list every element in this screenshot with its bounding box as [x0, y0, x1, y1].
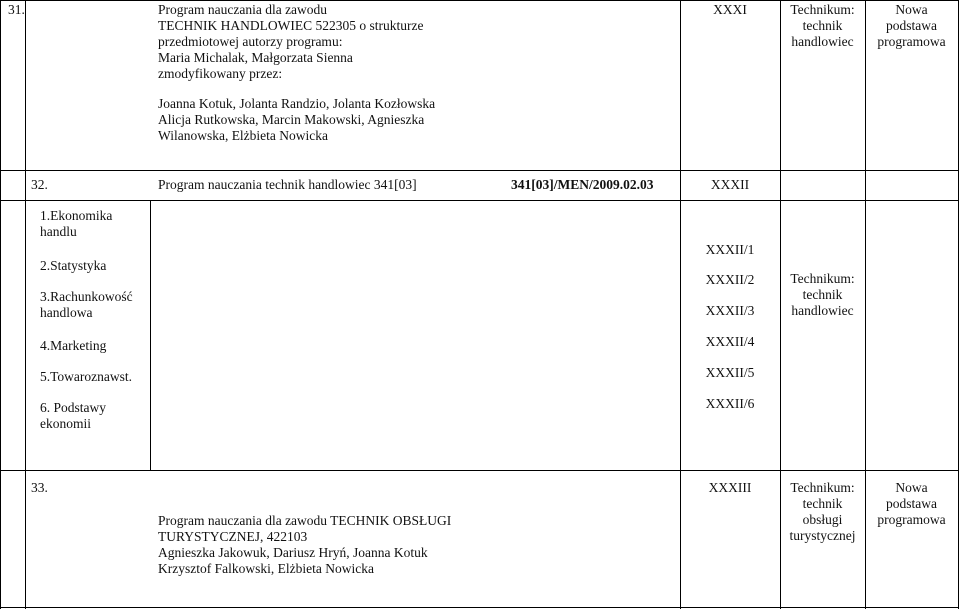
grid-line-number-col [25, 0, 26, 609]
program-type: Nowa podstawa programowa [877, 480, 946, 527]
row-number: 33. [31, 480, 48, 495]
school-type: Technikum: technik handlowiec [790, 271, 855, 318]
program-line: zmodyfikowany przez: [158, 66, 283, 81]
subject-item: 3.Rachunkowość handlowa [40, 289, 133, 320]
row-number: 32. [31, 177, 48, 192]
grid-line-row31-bottom [0, 170, 959, 171]
authors-line: Joanna Kotuk, Jolanta Randzio, Jolanta Kozłowska [158, 96, 436, 111]
grid-line-subject-col [150, 200, 151, 470]
program-line: Program nauczania dla zawodu [158, 2, 328, 17]
subject-item: 4.Marketing [40, 338, 107, 353]
program-line: Krzysztof Falkowski, Elżbieta Nowicka [158, 561, 374, 576]
grid-line-bottom [0, 607, 959, 608]
program-type: Nowa podstawa programowa [877, 2, 946, 49]
program-line: Program nauczania dla zawodu TECHNIK OBSŁUGI [158, 513, 452, 528]
program-code: XXXII [710, 177, 750, 192]
program-line: TECHNIK HANDLOWIEC 522305 o strukturze [158, 18, 424, 33]
row-number: 31. [8, 2, 25, 17]
subject-code: XXXII/2 [705, 272, 755, 287]
approval-number: 341[03]/MEN/2009.02.03 [511, 177, 654, 192]
program-line: TURYSTYCZNEJ, 422103 [158, 529, 308, 544]
grid-line-row32-header-bottom [0, 200, 959, 201]
subject-code: XXXII/3 [705, 303, 755, 318]
program-line: przedmiotowej autorzy programu: [158, 34, 343, 49]
authors-line: Wilanowska, Elżbieta Nowicka [158, 128, 329, 143]
program-authors [158, 96, 435, 144]
program-description: Program nauczania technik handlowiec 341[03] [158, 177, 417, 192]
program-line: Agnieszka Jakowuk, Dariusz Hryń, Joanna Kotuk [158, 545, 428, 560]
subject-item: 1.Ekonomika handlu [40, 208, 113, 239]
subject-code: XXXII/6 [705, 396, 755, 411]
program-code: XXXI [713, 2, 747, 17]
grid-line-left [0, 0, 1, 609]
subject-item: 5.Towaroznawst. [40, 369, 133, 384]
program-line: Maria Michalak, Małgorzata Sienna [158, 50, 353, 65]
grid-line-row32-bottom [0, 470, 959, 471]
program-description [158, 513, 451, 577]
subject-code: XXXII/4 [705, 334, 755, 349]
grid-line-top [0, 0, 959, 1]
school-type: Technikum: technik handlowiec [790, 2, 855, 49]
subject-code: XXXII/1 [705, 242, 755, 257]
subject-item: 6. Podstawy ekonomii [40, 400, 107, 431]
school-type: Technikum: technik obsługi turystycznej [789, 480, 856, 543]
subject-code: XXXII/5 [705, 365, 755, 380]
program-description [158, 2, 423, 82]
authors-line: Alicja Rutkowska, Marcin Makowski, Agnieszka [158, 112, 425, 127]
subject-item: 2.Statystyka [40, 258, 107, 273]
program-code: XXXIII [708, 480, 752, 495]
